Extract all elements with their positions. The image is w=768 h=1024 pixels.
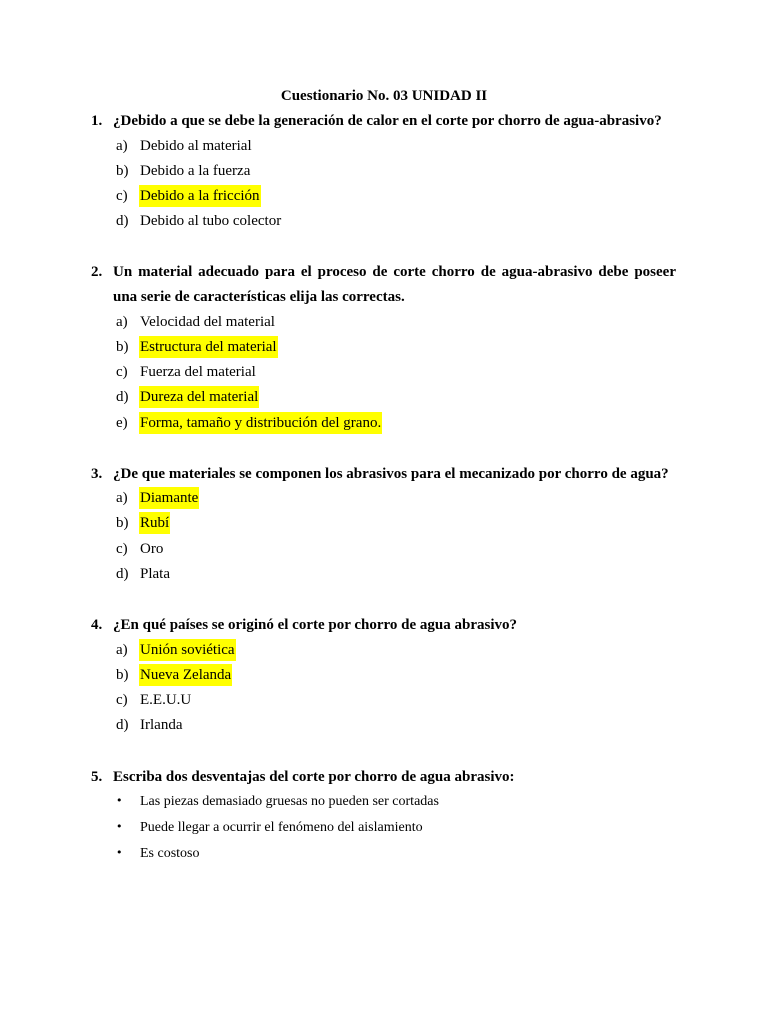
option-2a — [116, 311, 276, 333]
question-text: Un material adecuado para el proceso de corte chorro de agua-abrasivo debe poseer una serie de características elija las correctas. — [113, 264, 676, 305]
option-2b — [116, 336, 278, 358]
option-3d — [116, 563, 171, 585]
option-letter: a) — [116, 490, 128, 506]
option-4a — [116, 639, 236, 661]
option-text-highlighted: Unión soviética — [139, 639, 236, 661]
option-text: Oro — [140, 541, 164, 557]
option-text: E.E.U.U — [140, 692, 192, 708]
option-text: Debido al material — [140, 138, 252, 154]
question-5 — [91, 765, 676, 790]
option-letter: b) — [116, 515, 129, 531]
option-letter: e) — [116, 415, 128, 431]
option-text-highlighted: Forma, tamaño y distribución del grano. — [139, 412, 382, 434]
bullet-text: Es costoso — [140, 846, 200, 861]
question-number: 2. — [91, 264, 103, 280]
question-text: ¿En qué países se originó el corte por chorro de agua abrasivo? — [113, 617, 518, 633]
option-3b — [116, 512, 170, 534]
option-2e — [116, 412, 382, 434]
option-2c — [116, 361, 257, 383]
option-text-highlighted: Estructura del material — [139, 336, 278, 358]
option-text: Debido a la fuerza — [140, 163, 251, 179]
option-text: Debido al tubo colector — [140, 213, 282, 229]
option-text: Velocidad del material — [140, 314, 275, 330]
option-text: Plata — [140, 566, 170, 582]
bullet-item-1 — [116, 791, 439, 813]
option-1a — [116, 135, 253, 157]
option-1c — [116, 185, 261, 207]
question-text: ¿De que materiales se componen los abrasivos para el mecanizado por chorro de agua? — [113, 466, 669, 482]
question-text: Escriba dos desventajas del corte por chorro de agua abrasivo: — [113, 769, 515, 785]
bullet-icon: • — [116, 794, 123, 807]
option-3c — [116, 538, 164, 560]
question-3 — [91, 462, 676, 487]
option-text-highlighted: Diamante — [139, 487, 199, 509]
option-letter: d) — [116, 566, 129, 582]
option-text-highlighted: Dureza del material — [139, 386, 259, 408]
option-letter: b) — [116, 667, 129, 683]
option-text: Fuerza del material — [140, 364, 256, 380]
question-number: 1. — [91, 113, 103, 129]
option-text-highlighted: Debido a la fricción — [139, 185, 261, 207]
bullet-icon: • — [116, 846, 123, 859]
question-1 — [91, 109, 676, 134]
option-letter: a) — [116, 642, 128, 658]
bullet-text: Puede llegar a ocurrir el fenómeno del aislamiento — [140, 820, 423, 835]
option-4c — [116, 689, 192, 711]
option-letter: b) — [116, 339, 129, 355]
option-letter: c) — [116, 692, 128, 708]
option-4d — [116, 714, 183, 736]
option-letter: d) — [116, 213, 129, 229]
option-text-highlighted: Nueva Zelanda — [139, 664, 232, 686]
option-1b — [116, 160, 251, 182]
bullet-icon: • — [116, 820, 123, 833]
bullet-item-3 — [116, 843, 200, 865]
question-4 — [91, 613, 676, 638]
option-1d — [116, 210, 282, 232]
bullet-text: Las piezas demasiado gruesas no pueden ser cortadas — [140, 794, 439, 809]
option-letter: a) — [116, 314, 128, 330]
option-letter: d) — [116, 717, 129, 733]
question-number: 5. — [91, 769, 103, 785]
option-letter: a) — [116, 138, 128, 154]
option-letter: d) — [116, 389, 129, 405]
option-3a — [116, 487, 199, 509]
option-letter: c) — [116, 364, 128, 380]
option-2d — [116, 386, 259, 408]
question-2 — [91, 260, 676, 310]
option-letter: c) — [116, 541, 128, 557]
page-title: Cuestionario No. 03 UNIDAD II — [280, 88, 488, 104]
bullet-item-2 — [116, 817, 423, 839]
option-4b — [116, 664, 232, 686]
question-number: 3. — [91, 466, 103, 482]
option-text: Irlanda — [140, 717, 183, 733]
question-text: ¿Debido a que se debe la generación de calor en el corte por chorro de agua-abrasivo? — [113, 113, 662, 129]
option-letter: c) — [116, 188, 128, 204]
option-letter: b) — [116, 163, 129, 179]
question-number: 4. — [91, 617, 103, 633]
option-text-highlighted: Rubí — [139, 512, 170, 534]
